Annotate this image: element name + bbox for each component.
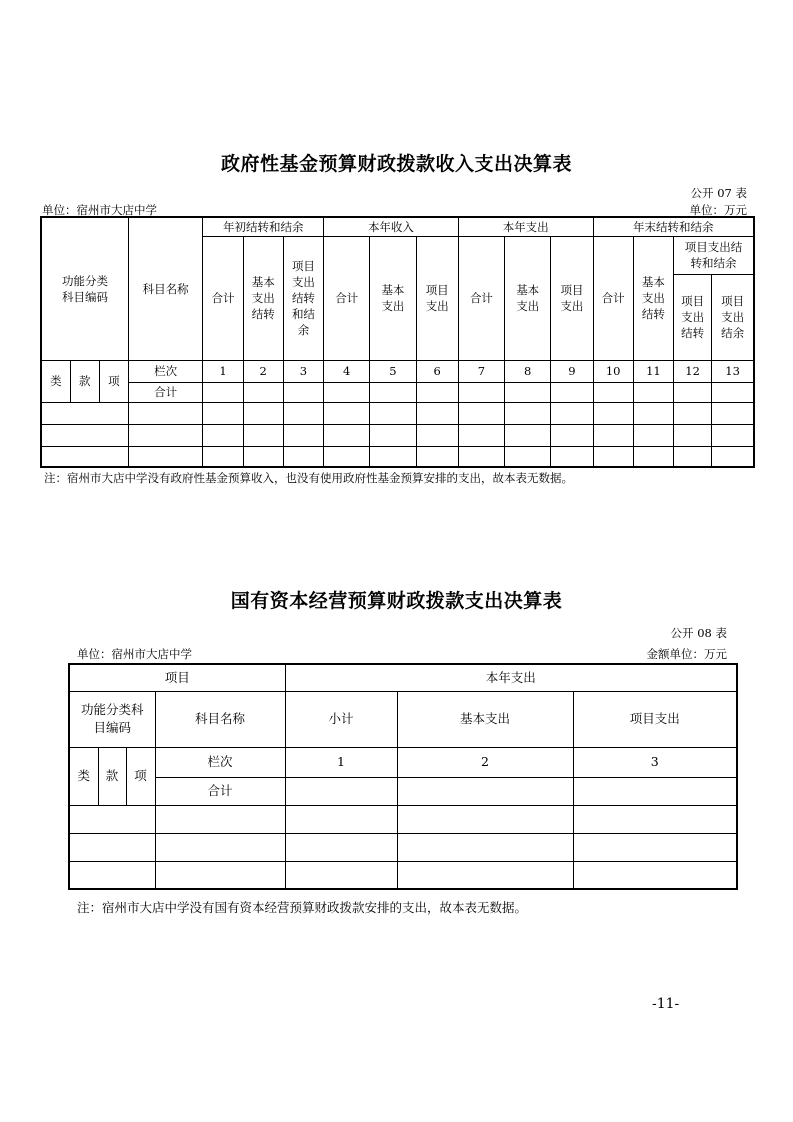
table1-col-7: 合计 bbox=[458, 236, 504, 360]
table-cell bbox=[458, 382, 504, 402]
table1-subgroup-project: 项目支出结转和结余 bbox=[674, 236, 755, 274]
table1-col-13: 项目支出结余 bbox=[712, 274, 754, 360]
table1-num: 2 bbox=[243, 360, 283, 382]
table1-col-1: 合计 bbox=[203, 236, 243, 360]
table2-lei: 类 bbox=[69, 747, 98, 805]
table-row bbox=[41, 446, 754, 467]
table1-col-8: 基本支出 bbox=[505, 236, 551, 360]
table-cell bbox=[203, 382, 243, 402]
table-cell bbox=[551, 382, 593, 402]
table1-col-5: 基本支出 bbox=[370, 236, 416, 360]
table-cell bbox=[633, 382, 673, 402]
table-cell bbox=[573, 777, 737, 805]
table-cell bbox=[243, 382, 283, 402]
table1-col-12: 项目支出结转 bbox=[674, 274, 712, 360]
table-cell bbox=[593, 382, 633, 402]
table-cell bbox=[283, 382, 323, 402]
table2-unit-left: 单位：宿州市大店中学 bbox=[77, 647, 192, 661]
table2-num: 1 bbox=[285, 747, 397, 777]
table1-col-9: 项目支出 bbox=[551, 236, 593, 360]
table1-col-4: 合计 bbox=[324, 236, 370, 360]
table-row bbox=[69, 861, 737, 889]
page-number: -11- bbox=[652, 996, 680, 1012]
table1-num: 9 bbox=[551, 360, 593, 382]
table1-num: 8 bbox=[505, 360, 551, 382]
table-cell bbox=[416, 382, 458, 402]
table1-code: 公开 07 表 bbox=[690, 186, 747, 200]
table2-num: 2 bbox=[397, 747, 573, 777]
table1-num: 6 bbox=[416, 360, 458, 382]
table2-header-item: 项目 bbox=[69, 664, 285, 691]
table1-col-6: 项目支出 bbox=[416, 236, 458, 360]
table1-col-11: 基本支出结转 bbox=[633, 236, 673, 360]
table-cell bbox=[324, 382, 370, 402]
table-row bbox=[41, 424, 754, 446]
table-cell bbox=[674, 382, 712, 402]
table1-num: 12 bbox=[674, 360, 712, 382]
table1-num: 3 bbox=[283, 360, 323, 382]
table2-col-subtotal: 小计 bbox=[285, 691, 397, 747]
table1-num: 10 bbox=[593, 360, 633, 382]
table1-note: 注：宿州市大店中学没有政府性基金预算收入，也没有使用政府性基金预算安排的支出，故本表无数据。 bbox=[44, 471, 573, 485]
table1-col-2: 基本支出结转 bbox=[243, 236, 283, 360]
table1-num: 7 bbox=[458, 360, 504, 382]
table2-lanci: 栏次 bbox=[155, 747, 285, 777]
table1-title: 政府性基金预算财政拨款收入支出决算表 bbox=[220, 153, 572, 175]
table1-num: 5 bbox=[370, 360, 416, 382]
table1-col-10: 合计 bbox=[593, 236, 633, 360]
table2-title: 国有资本经营预算财政拨款支出决算表 bbox=[230, 590, 563, 612]
table1-kuan: 款 bbox=[70, 360, 99, 402]
table2-header-subject-name: 科目名称 bbox=[155, 691, 285, 747]
table1 bbox=[40, 216, 755, 468]
table1-num: 13 bbox=[712, 360, 754, 382]
table2-kuan: 款 bbox=[98, 747, 126, 805]
table2-xiang: 项 bbox=[126, 747, 155, 805]
table-cell bbox=[397, 777, 573, 805]
table2-header-expense: 本年支出 bbox=[285, 664, 737, 691]
table1-num: 4 bbox=[324, 360, 370, 382]
table2-unit-right: 金额单位：万元 bbox=[646, 647, 727, 661]
table1-lei: 类 bbox=[41, 360, 70, 402]
table2-col-project: 项目支出 bbox=[573, 691, 737, 747]
table2-code: 公开 08 表 bbox=[670, 626, 727, 640]
table1-col-3: 项目支出结转和结余 bbox=[283, 236, 323, 360]
table2-heji: 合计 bbox=[155, 777, 285, 805]
table-cell bbox=[505, 382, 551, 402]
table2-header-func-code: 功能分类科目编码 bbox=[69, 691, 155, 747]
table-row bbox=[69, 833, 737, 861]
table1-group-opening: 年初结转和结余 bbox=[203, 217, 324, 236]
table1-xiang: 项 bbox=[99, 360, 128, 402]
table1-group-expense: 本年支出 bbox=[458, 217, 593, 236]
table-cell bbox=[370, 382, 416, 402]
table1-unit-right: 单位：万元 bbox=[689, 203, 747, 217]
table2 bbox=[68, 663, 738, 890]
table-cell bbox=[712, 382, 754, 402]
table-cell bbox=[285, 777, 397, 805]
table1-unit-left: 单位：宿州市大店中学 bbox=[42, 203, 157, 217]
table1-heji: 合计 bbox=[128, 382, 202, 402]
table1-group-income: 本年收入 bbox=[324, 217, 459, 236]
table1-num: 11 bbox=[633, 360, 673, 382]
table1-header-func-code: 功能分类科目编码 bbox=[41, 217, 128, 360]
table1-num: 1 bbox=[203, 360, 243, 382]
table-row bbox=[69, 805, 737, 833]
table1-header-subject-name: 科目名称 bbox=[128, 217, 202, 360]
table2-num: 3 bbox=[573, 747, 737, 777]
table2-col-basic: 基本支出 bbox=[397, 691, 573, 747]
table1-group-closing: 年末结转和结余 bbox=[593, 217, 754, 236]
table-row bbox=[41, 402, 754, 424]
table1-lanci: 栏次 bbox=[128, 360, 202, 382]
table2-note: 注：宿州市大店中学没有国有资本经营预算财政拨款安排的支出，故本表无数据。 bbox=[77, 900, 528, 915]
